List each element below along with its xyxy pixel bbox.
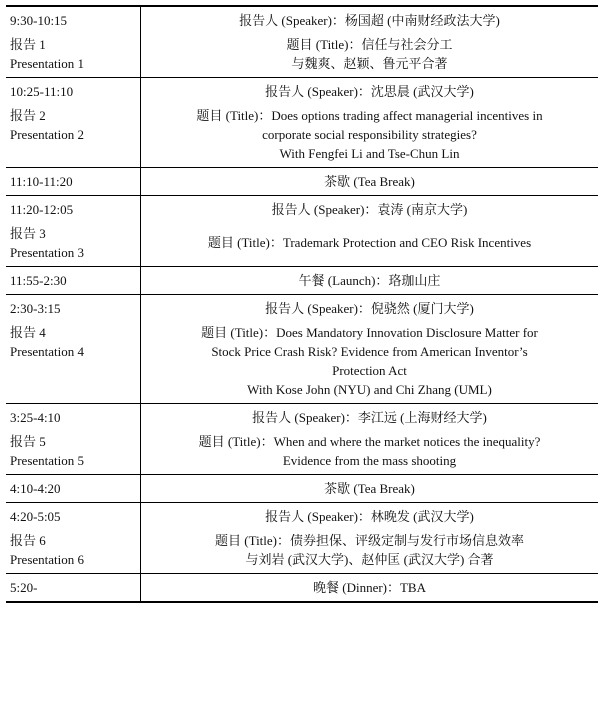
time-cell [6,475,141,503]
speaker-line: 报告人 (Speaker)：林晚发 (武汉大学) [265,509,474,524]
table-row [6,295,598,404]
time-cell [6,295,141,404]
presentation-label-cn: 报告 5 [10,434,46,449]
time-slot: 4:10-4:20 [10,481,61,496]
title-line: 与刘岩 (武汉大学)、赵仲匡 (武汉大学) 合著 [245,552,494,567]
presentation-label-en: Presentation 4 [10,344,85,359]
speaker-line: 报告人 (Speaker)：倪骁然 (厦门大学) [265,301,474,316]
title-line: With Kose John (NYU) and Chi Zhang (UML) [247,382,492,397]
title-line: With Fengfei Li and Tse-Chun Lin [279,146,460,161]
table-row [6,196,598,267]
table-row [6,574,598,603]
speaker-line: 报告人 (Speaker)：杨国超 (中南财经政法大学) [239,13,500,28]
presentation-label-cn: 报告 2 [10,108,46,123]
detail-cell [141,6,599,78]
time-slot: 3:25-4:10 [10,410,61,425]
schedule-table [6,5,598,603]
presentation-label-cn: 报告 4 [10,325,46,340]
title-line: 题目 (Title)：When and where the market notices the inequality? [198,434,541,449]
time-cell [6,6,141,78]
title-line: 题目 (Title)：债券担保、评级定制与发行市场信息效率 [215,533,524,548]
time-cell [6,404,141,475]
speaker-line: 报告人 (Speaker)：沈思晨 (武汉大学) [265,84,474,99]
time-cell [6,574,141,603]
title-line: 题目 (Title)：Trademark Protection and CEO Risk Incentives [207,235,532,250]
time-cell [6,168,141,196]
title-line: 题目 (Title)：信任与社会分工 [286,37,453,52]
event-label: 茶歇 (Tea Break) [324,174,415,189]
time-slot: 11:55-2:30 [10,273,67,288]
event-cell [141,475,599,503]
time-slot: 10:25-11:10 [10,84,74,99]
presentation-label-cn: 报告 3 [10,226,46,241]
detail-cell [141,78,599,168]
title-line: 题目 (Title)：Does options trading affect managerial incentives in [196,108,543,123]
title-line: Stock Price Crash Risk? Evidence from American Inventor’s [211,344,528,359]
detail-cell [141,503,599,574]
title-line: corporate social responsibility strategies? [262,127,477,142]
time-slot: 2:30-3:15 [10,301,61,316]
event-label: 晚餐 (Dinner)：TBA [312,580,426,595]
table-row [6,78,598,168]
table-row [6,475,598,503]
presentation-label-en: Presentation 6 [10,552,85,567]
table-row [6,404,598,475]
time-cell [6,78,141,168]
event-cell [141,574,599,603]
presentation-label-en: Presentation 2 [10,127,85,142]
time-cell [6,196,141,267]
title-line: Protection Act [332,363,407,378]
detail-cell [141,196,599,267]
time-slot: 11:10-11:20 [10,174,73,189]
detail-cell [141,295,599,404]
presentation-label-cn: 报告 1 [10,37,46,52]
event-cell [141,267,599,295]
event-label: 茶歇 (Tea Break) [324,481,415,496]
title-line: 题目 (Title)：Does Mandatory Innovation Disclosure Matter for [201,325,538,340]
detail-cell [141,404,599,475]
speaker-line: 报告人 (Speaker)：袁涛 (南京大学) [271,202,468,217]
time-slot: 4:20-5:05 [10,509,61,524]
presentation-label-en: Presentation 5 [10,453,85,468]
table-row [6,168,598,196]
time-cell [6,267,141,295]
table-row [6,503,598,574]
presentation-label-en: Presentation 3 [10,245,85,260]
event-label: 午餐 (Launch)：珞珈山庄 [298,273,441,288]
time-slot: 9:30-10:15 [10,13,68,28]
table-row [6,6,598,78]
speaker-line: 报告人 (Speaker)：李江远 (上海财经大学) [252,410,487,425]
time-slot: 5:20- [10,580,38,595]
time-slot: 11:20-12:05 [10,202,74,217]
title-line: Evidence from the mass shooting [282,453,457,468]
event-cell [141,168,599,196]
table-row [6,267,598,295]
title-line: 与魏爽、赵颖、鲁元平合著 [291,56,448,71]
presentation-label-cn: 报告 6 [10,533,46,548]
time-cell [6,503,141,574]
presentation-label-en: Presentation 1 [10,56,85,71]
